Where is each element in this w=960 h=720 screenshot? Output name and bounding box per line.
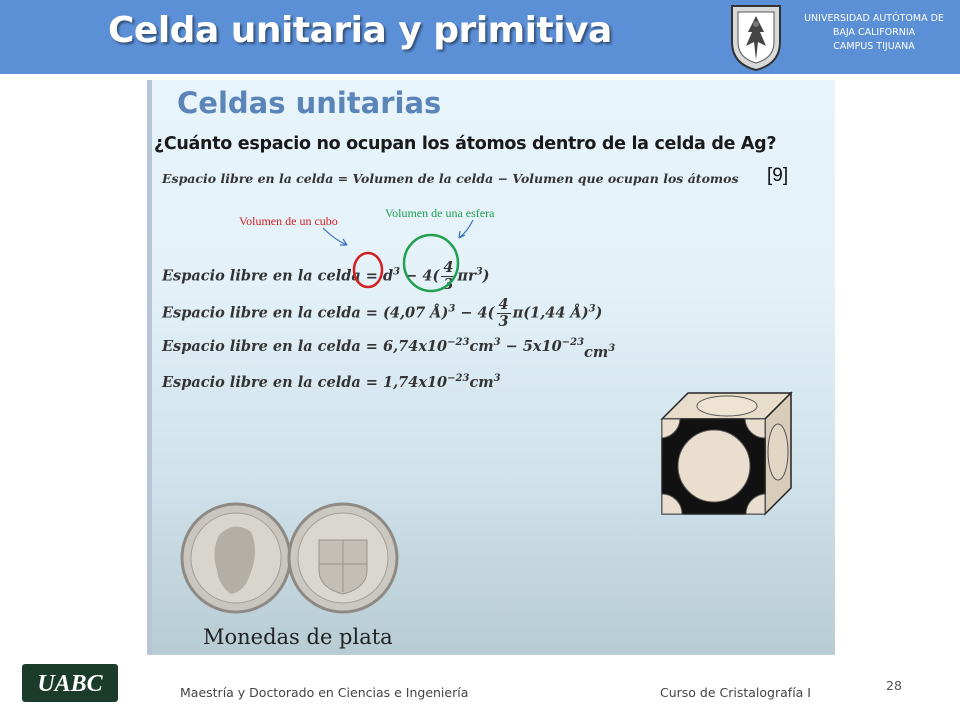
university-name <box>788 12 960 54</box>
fraction-denominator: 3 <box>498 313 509 330</box>
equation-4-prefix: Espacio libre en la celda = <box>162 373 378 391</box>
arrow-head-sphere <box>459 231 465 238</box>
equation-3-minus: − 5x10 <box>500 337 562 355</box>
page-number: 28 <box>886 678 902 693</box>
equation-2: Espacio libre en la celda = (4,07 Å)$^3$ − 4( $\frac{4}{3}$ π(1,44 Å)$^3$) <box>162 296 603 330</box>
annotation-sphere-volume: Volumen de una esfera <box>385 206 495 220</box>
university-line-1: UNIVERSIDAD AUTÓTOMA DE <box>804 13 944 24</box>
university-line-2: BAJA CALIFORNIA <box>832 27 916 38</box>
equation-2-prefix: Espacio libre en la celda = <box>162 304 378 322</box>
equation-1-pi-r: πr <box>457 267 476 285</box>
slide-title: Celda unitaria y primitiva <box>108 10 612 51</box>
equation-3-unit2-exp: 3 <box>608 343 616 354</box>
fraction-denominator: 3 <box>443 276 454 293</box>
equation-1-d: d <box>383 267 394 285</box>
section-heading: Celdas unitarias <box>177 86 442 120</box>
general-equation: Espacio libre en la celda = Volumen de la celda − Volumen que ocupan los átomos <box>162 171 739 186</box>
equation-4-unit-exp: 3 <box>493 373 501 384</box>
equation-3-unit1: cm <box>469 337 494 355</box>
cube-icon <box>662 393 791 514</box>
reference-label: [9] <box>767 165 789 186</box>
equation-1: Espacio libre en la celda = $d^3 - 4$( $\frac{4}{3}$ $\pi r^3$) <box>162 259 490 293</box>
equation-1-prefix: Espacio libre en la celda = <box>162 267 378 285</box>
footer-program: Maestría y Doctorado en Ciencias e Ingeniería <box>180 685 469 700</box>
equation-1-r-exp: 3 <box>475 266 483 278</box>
annotation-cube-volume: Volumen de un cubo <box>239 214 338 228</box>
content-panel <box>147 80 835 655</box>
fraction-numerator: 4 <box>498 296 509 313</box>
svg-text:UABC: UABC <box>37 671 103 697</box>
equation-2-lattice: (4,07 Å) <box>383 304 449 322</box>
fraction-numerator: 4 <box>443 259 454 276</box>
equation-2-minus: − 4 <box>455 304 488 322</box>
equation-3-exp1: −23 <box>447 337 470 348</box>
footer-course: Curso de Cristalografía I <box>660 685 811 700</box>
equation-4-unit: cm <box>469 373 494 391</box>
equation-3-value1: 6,74x10 <box>383 337 448 355</box>
equation-3-unit2: cm <box>584 343 609 361</box>
coin-icon <box>182 504 397 612</box>
equation-2-r-exp: 3 <box>588 303 596 315</box>
equation-4-value: 1,74x10 <box>383 373 448 391</box>
university-seal-icon <box>728 2 784 72</box>
arrow-to-sphere <box>459 220 473 238</box>
equation-4-exp: −23 <box>447 373 470 384</box>
arrow-to-cube <box>323 228 347 245</box>
uabc-logo-icon <box>22 662 118 704</box>
equation-3-exp2: −23 <box>561 337 585 348</box>
equation-1-exp: 3 <box>393 266 401 278</box>
annotation-overlay <box>147 80 835 655</box>
equation-3-unit1-exp: 3 <box>493 337 501 348</box>
equation-2-exp: 3 <box>448 303 456 315</box>
equation-3-prefix: Espacio libre en la celda = <box>162 337 378 355</box>
slide-header <box>0 0 960 74</box>
sphere-volume-circle <box>404 235 458 291</box>
equation-2-pi: π(1,44 Å) <box>512 304 589 322</box>
question-text: ¿Cuánto espacio no ocupan los átomos dentro de la celda de Ag? <box>154 134 777 154</box>
cube-volume-circle <box>354 253 382 287</box>
university-line-3: CAMPUS TIJUANA <box>833 41 915 52</box>
coins-caption: Monedas de plata <box>203 625 393 649</box>
equation-1-minus: − 4 <box>400 267 433 285</box>
